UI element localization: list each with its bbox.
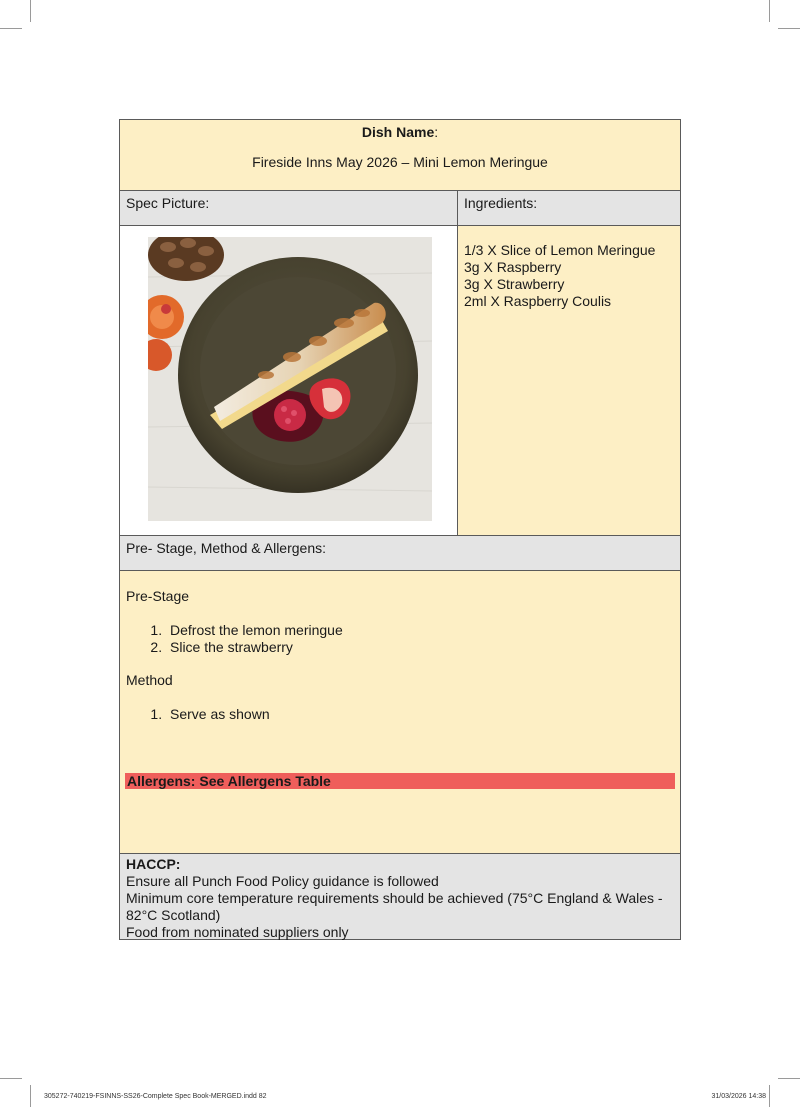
crop-mark: [769, 0, 770, 22]
footer-timestamp: 31/03/2026 14:38: [711, 1093, 766, 1100]
haccp-title: HACCP:: [126, 856, 181, 872]
crop-mark: [0, 1078, 22, 1079]
spec-sheet: [119, 119, 681, 940]
crop-mark: [769, 1085, 770, 1107]
dish-name-value: Fireside Inns May 2026 – Mini Lemon Meringue: [252, 154, 548, 170]
spec-picture-label: Spec Picture:: [120, 191, 458, 225]
picture-ingredients-header: [120, 191, 680, 226]
prestage-title: Pre-Stage: [126, 588, 190, 604]
ingredient-item: 3g X Strawberry: [464, 276, 565, 292]
haccp-line: Food from nominated suppliers only: [126, 924, 349, 940]
ingredient-item: 3g X Raspberry: [464, 259, 562, 275]
dish-name-section: [120, 120, 680, 191]
method-steps: [120, 706, 270, 723]
ingredient-item: 1/3 X Slice of Lemon Meringue: [464, 242, 656, 258]
crop-mark: [30, 0, 31, 22]
prestage-steps: [120, 622, 343, 656]
dish-name-label: Dish Name:: [361, 124, 439, 140]
haccp-line: Ensure all Punch Food Policy guidance is followed: [126, 873, 439, 889]
ingredients-list: [458, 226, 680, 535]
prestage-step: 1. Defrost the lemon meringue: [166, 622, 343, 639]
picture-ingredients-row: [120, 226, 680, 536]
spec-picture-cell: [120, 226, 458, 535]
ingredients-label: Ingredients:: [464, 195, 538, 211]
crop-mark: [778, 1078, 800, 1079]
method-title: Method: [126, 672, 173, 688]
ingredient-item: 2ml X Raspberry Coulis: [464, 293, 612, 309]
allergens-banner: Allergens: See Allergens Table: [125, 773, 675, 789]
haccp-section: [120, 854, 680, 939]
raspberry-garnish: [274, 399, 306, 431]
dish-photo: [148, 237, 432, 521]
prestage-step: 2. Slice the strawberry: [166, 639, 343, 656]
method-section: [120, 571, 680, 854]
method-step: 1. Serve as shown: [166, 706, 270, 723]
method-section-label: Pre- Stage, Method & Allergens:: [120, 536, 680, 571]
footer-file-info: 305272-740219-FSINNS-SS26-Complete Spec Book-MERGED.indd 82: [44, 1093, 267, 1100]
crop-mark: [0, 28, 22, 29]
haccp-line: Minimum core temperature requirements should be achieved (75°C England & Wales - 82°C Scotland): [126, 890, 663, 923]
crop-mark: [778, 28, 800, 29]
crop-mark: [30, 1085, 31, 1107]
